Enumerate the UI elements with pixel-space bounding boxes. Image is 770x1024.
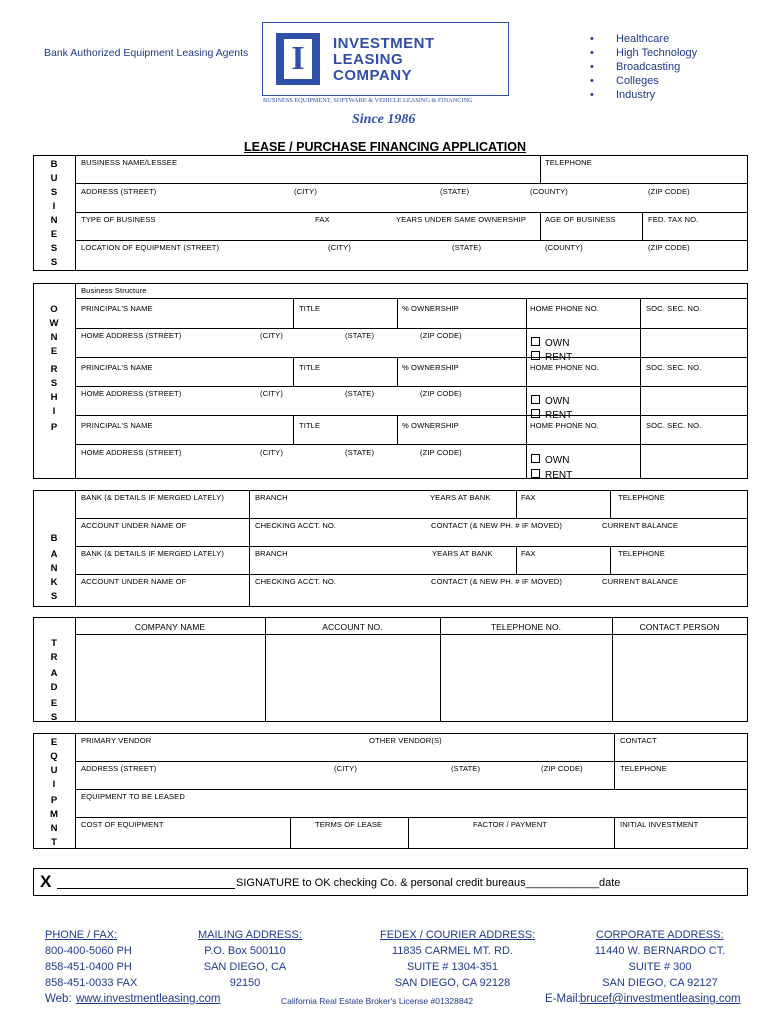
- corporate-address-title: CORPORATE ADDRESS:: [596, 929, 724, 941]
- home-state-field[interactable]: (STATE): [345, 331, 375, 340]
- business-name-field[interactable]: BUSINESS NAME/LESSEE: [81, 158, 178, 167]
- vendor-zip-field[interactable]: (ZIP CODE): [541, 764, 583, 773]
- business-county-field[interactable]: (COUNTY): [530, 187, 568, 196]
- principal-ownership-field[interactable]: % OWNERSHIP: [402, 304, 459, 313]
- bank-name-field[interactable]: BANK (& DETAILS IF MERGED LATELY): [81, 493, 224, 502]
- principal-name-field[interactable]: PRINCIPAL'S NAME: [81, 421, 153, 430]
- phone-line: 858-451-0400 PH: [45, 961, 132, 973]
- home-zip-field[interactable]: (ZIP CODE): [420, 331, 462, 340]
- home-address-field[interactable]: HOME ADDRESS (STREET): [81, 389, 182, 398]
- email-label: E-Mail:: [545, 993, 581, 1005]
- equipment-location-field[interactable]: LOCATION OF EQUIPMENT (STREET): [81, 243, 220, 252]
- page-title: LEASE / PURCHASE FINANCING APPLICATION: [244, 140, 526, 154]
- account-name-field[interactable]: ACCOUNT UNDER NAME OF: [81, 577, 187, 586]
- web-label: Web:: [45, 993, 72, 1005]
- business-city-field[interactable]: (CITY): [294, 187, 317, 196]
- business-type-field[interactable]: TYPE OF BUSINESS: [81, 215, 156, 224]
- logo-letter: I: [291, 40, 305, 77]
- phone-line: 800-400-5060 PH: [45, 945, 132, 957]
- business-fax-field[interactable]: FAX: [315, 215, 330, 224]
- industry-item: Industry: [616, 89, 656, 101]
- corporate-address-line: SUITE # 300: [628, 961, 692, 973]
- bank-branch-field[interactable]: BRANCH: [255, 549, 288, 558]
- email-link[interactable]: brucef@investmentleasing.com: [580, 993, 741, 1005]
- principal-ownership-field[interactable]: % OWNERSHIP: [402, 421, 459, 430]
- rent-checkbox[interactable]: RENT: [531, 351, 621, 357]
- license-text: California Real Estate Broker's License #01328842: [281, 996, 474, 1006]
- business-address-field[interactable]: ADDRESS (STREET): [81, 187, 157, 196]
- own-checkbox[interactable]: OWN: [531, 454, 569, 466]
- rent-checkbox[interactable]: RENT: [531, 409, 621, 415]
- website-link[interactable]: www.investmentleasing.com: [76, 993, 221, 1005]
- bullet-icon: •: [590, 33, 594, 45]
- business-structure-field[interactable]: Business Structure: [81, 286, 147, 295]
- home-state-field[interactable]: (STATE): [345, 389, 375, 398]
- trade-entry-area[interactable]: [76, 635, 747, 721]
- home-city-field[interactable]: (CITY): [260, 331, 283, 340]
- equipment-to-be-leased-field[interactable]: EQUIPMENT TO BE LEASED: [81, 792, 185, 801]
- bank-name-field[interactable]: BANK (& DETAILS IF MERGED LATELY): [81, 549, 224, 558]
- business-years-field[interactable]: YEARS UNDER SAME OWNERSHIP: [396, 215, 527, 224]
- location-state-field[interactable]: (STATE): [452, 243, 482, 252]
- signature-line[interactable]: [57, 888, 235, 889]
- home-phone-field[interactable]: HOME PHONE NO.: [530, 421, 599, 430]
- home-zip-field[interactable]: (ZIP CODE): [420, 448, 462, 457]
- vendor-state-field[interactable]: (STATE): [451, 764, 481, 773]
- equipment-section: [33, 733, 748, 849]
- vendor-telephone-field[interactable]: TELEPHONE: [620, 764, 667, 773]
- checkbox-icon: [531, 454, 540, 463]
- signature-caption: SIGNATURE to OK checking Co. & personal credit bureaus____________date: [236, 877, 621, 889]
- phone-fax-title: PHONE / FAX:: [45, 929, 118, 941]
- industry-item: High Technology: [616, 47, 698, 59]
- home-state-field[interactable]: (STATE): [345, 448, 375, 457]
- fedex-address-line: SAN DIEGO, CA 92128: [394, 977, 511, 989]
- location-zip-field[interactable]: (ZIP CODE): [648, 243, 690, 252]
- checkbox-icon: [531, 337, 540, 346]
- initial-investment-field[interactable]: INITIAL INVESTMENT: [620, 820, 699, 829]
- current-balance-field[interactable]: CURRENT BALANCE: [602, 577, 679, 586]
- home-address-field[interactable]: HOME ADDRESS (STREET): [81, 331, 182, 340]
- checking-acct-field[interactable]: CHECKING ACCT. NO.: [255, 577, 337, 586]
- other-vendor-field[interactable]: OTHER VENDOR(S): [369, 736, 442, 745]
- bank-contact-field[interactable]: CONTACT (& NEW PH. # IF MOVED): [431, 521, 562, 530]
- business-state-field[interactable]: (STATE): [440, 187, 470, 196]
- fax-line: 858-451-0033 FAX: [45, 977, 138, 989]
- principal-ownership-field[interactable]: % OWNERSHIP: [402, 363, 459, 372]
- business-zip-field[interactable]: (ZIP CODE): [648, 187, 690, 196]
- trade-contact-column: CONTACT PERSON: [639, 622, 720, 632]
- account-name-field[interactable]: ACCOUNT UNDER NAME OF: [81, 521, 187, 530]
- home-city-field[interactable]: (CITY): [260, 389, 283, 398]
- rent-checkbox[interactable]: RENT: [531, 469, 621, 477]
- home-zip-field[interactable]: (ZIP CODE): [420, 389, 462, 398]
- home-phone-field[interactable]: HOME PHONE NO.: [530, 363, 599, 372]
- checkbox-icon: [531, 409, 540, 418]
- bullet-icon: •: [590, 89, 594, 101]
- location-county-field[interactable]: (COUNTY): [545, 243, 583, 252]
- checking-acct-field[interactable]: CHECKING ACCT. NO.: [255, 521, 337, 530]
- primary-vendor-field[interactable]: PRIMARY VENDOR: [81, 736, 152, 745]
- home-city-field[interactable]: (CITY): [260, 448, 283, 457]
- principal-name-field[interactable]: PRINCIPAL'S NAME: [81, 304, 153, 313]
- lease-terms-field[interactable]: TERMS OF LEASE: [315, 820, 383, 829]
- location-city-field[interactable]: (CITY): [328, 243, 351, 252]
- logo-line3: COMPANY: [333, 67, 413, 84]
- fedex-address-title: FEDEX / COURIER ADDRESS:: [380, 929, 536, 941]
- mailing-address-line: SAN DIEGO, CA: [203, 961, 287, 973]
- principal-title-field[interactable]: TITLE: [299, 304, 321, 313]
- own-checkbox[interactable]: OWN: [531, 337, 569, 349]
- industry-item: Broadcasting: [616, 61, 681, 73]
- agents-text: Bank Authorized Equipment Leasing Agents: [44, 47, 249, 59]
- trade-telephone-column: TELEPHONE NO.: [490, 622, 562, 632]
- trade-account-column: ACCOUNT NO.: [322, 622, 383, 632]
- checkbox-icon: [531, 469, 540, 478]
- bank-telephone-field[interactable]: TELEPHONE: [618, 549, 665, 558]
- corporate-address-line: 11440 W. BERNARDO CT.: [594, 945, 726, 957]
- years-at-bank-field[interactable]: YEARS AT BANK: [432, 549, 493, 558]
- fedex-address-line: SUITE # 1304-351: [406, 961, 499, 973]
- business-fed-tax-field[interactable]: FED. TAX NO.: [648, 215, 699, 224]
- signature-x-mark: X: [40, 872, 52, 891]
- own-checkbox[interactable]: OWN: [531, 395, 569, 407]
- checkbox-icon: [531, 351, 540, 360]
- home-phone-field[interactable]: HOME PHONE NO.: [530, 304, 599, 313]
- ssn-field[interactable]: SOC. SEC. NO.: [646, 363, 702, 372]
- factor-payment-field[interactable]: FACTOR / PAYMENT: [473, 820, 548, 829]
- home-address-field[interactable]: HOME ADDRESS (STREET): [81, 448, 182, 457]
- years-at-bank-field[interactable]: YEARS AT BANK: [430, 493, 491, 502]
- bank-branch-field[interactable]: BRANCH: [255, 493, 288, 502]
- bullet-icon: •: [590, 75, 594, 87]
- checkbox-icon: [531, 395, 540, 404]
- vendor-contact-field[interactable]: CONTACT: [620, 736, 657, 745]
- ssn-field[interactable]: SOC. SEC. NO.: [646, 304, 702, 313]
- bank-telephone-field[interactable]: TELEPHONE: [618, 493, 665, 502]
- mailing-address-line: P.O. Box 500110: [204, 945, 286, 957]
- business-age-field[interactable]: AGE OF BUSINESS: [545, 215, 616, 224]
- mailing-address-title: MAILING ADDRESS:: [198, 929, 302, 941]
- business-section: [33, 155, 748, 271]
- bank-fax-field[interactable]: FAX: [521, 493, 536, 502]
- equipment-cost-field[interactable]: COST OF EQUIPMENT: [81, 820, 164, 829]
- logo-line1: INVESTMENT: [333, 35, 435, 52]
- business-telephone-field[interactable]: TELEPHONE: [545, 158, 592, 167]
- ssn-field[interactable]: SOC. SEC. NO.: [646, 421, 702, 430]
- logo-line2: LEASING: [333, 51, 404, 68]
- bullet-icon: •: [590, 61, 594, 73]
- company-logo: [262, 22, 509, 96]
- corporate-address-line: SAN DIEGO, CA 92127: [602, 977, 718, 989]
- bank-fax-field[interactable]: FAX: [521, 549, 536, 558]
- fedex-address-line: 11835 CARMEL MT. RD.: [391, 945, 514, 957]
- bank-contact-field[interactable]: CONTACT (& NEW PH. # IF MOVED): [431, 577, 562, 586]
- vendor-city-field[interactable]: (CITY): [334, 764, 357, 773]
- principal-name-field[interactable]: PRINCIPAL'S NAME: [81, 363, 153, 372]
- vendor-address-field[interactable]: ADDRESS (STREET): [81, 764, 157, 773]
- industry-item: Colleges: [616, 75, 659, 87]
- principal-title-field[interactable]: TITLE: [299, 363, 321, 372]
- trade-company-column: COMPANY NAME: [134, 622, 206, 632]
- logo-tagline: BUSINESS EQUIPMENT, SOFTWARE & VEHICLE LEASING & FINANCING: [263, 97, 473, 104]
- bullet-icon: •: [590, 47, 594, 59]
- mailing-address-line: 92150: [229, 977, 261, 989]
- current-balance-field[interactable]: CURRENT BALANCE: [602, 521, 679, 530]
- since-text: Since 1986: [352, 112, 416, 127]
- principal-title-field[interactable]: TITLE: [299, 421, 321, 430]
- industry-item: Healthcare: [616, 33, 670, 45]
